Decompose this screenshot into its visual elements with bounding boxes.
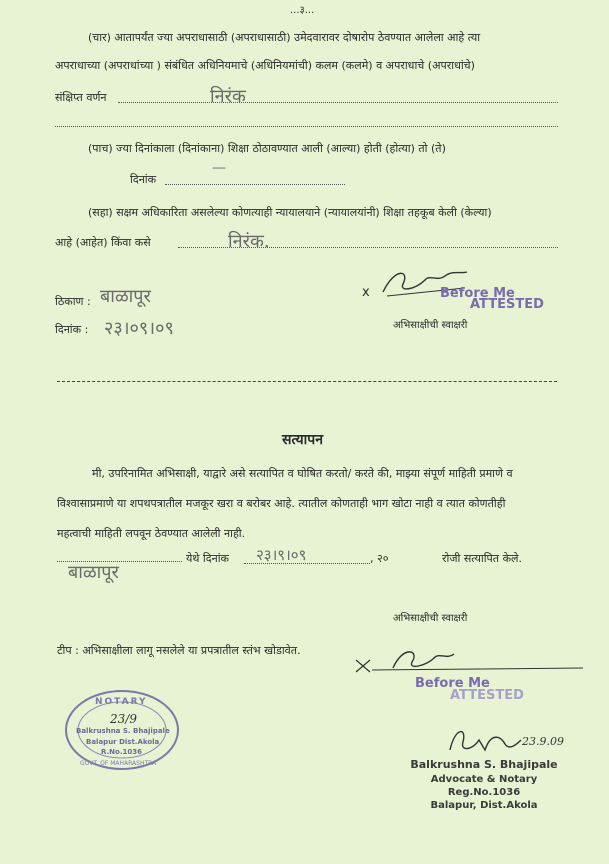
seal-place: Balapur Dist.Akola: [86, 738, 160, 746]
verification-para1: मी, उपरिनामित अभिसाक्षी, याद्वारे असे सत्यापित व घोषित करतो/ करते की, माझ्या संपूर्ण माहिती प्रमाणे व: [92, 467, 513, 480]
stamp-attested-2: ATTESTED: [450, 688, 524, 703]
deponent-mark: x: [362, 285, 370, 300]
verification-place-hand: बाळापूर: [68, 562, 119, 583]
stamp-attested: ATTESTED: [470, 297, 544, 312]
section4-fill-line: [118, 102, 558, 103]
verification-year: , २०: [370, 552, 389, 565]
date-value: २३।०९।०९: [104, 318, 174, 339]
seal-reg: R.No.1036: [101, 748, 142, 756]
notary-place: Balapur, Dist.Akola: [430, 800, 538, 811]
section6-line2-label: आहे (आहेत) किंवा कसे: [55, 236, 151, 249]
section5-line1: (पाच) ज्या दिनांकाला (दिनांकाना) शिक्षा ठोठावण्यात आली (आल्या) होती (होत्या) तो (ते): [88, 142, 446, 155]
section-divider: [57, 381, 557, 382]
place-label: ठिकाण :: [55, 295, 91, 308]
notary-sig-date: 23.9.09: [522, 735, 564, 748]
seal-name: Balkrushna S. Bhajipale: [76, 727, 170, 735]
verification-date-hand: २३।९।०९: [256, 546, 307, 564]
seal-initials: 23/9: [110, 712, 137, 726]
deponent-signature-label: अभिसाक्षीची स्वाक्षरी: [393, 320, 468, 331]
notary-reg: Reg.No.1036: [447, 787, 521, 798]
seal-top-text: NOTARY: [95, 697, 148, 707]
section5-date-line: [165, 184, 345, 185]
verification-heading: सत्यापन: [282, 432, 323, 448]
verification-place-suffix: येथे दिनांक: [186, 552, 229, 565]
note-text: टीप : अभिसाक्षीला लागू नसलेले या प्रपत्रातील स्तंभ खोडावेत.: [57, 644, 301, 657]
section4-line3-label: संक्षिप्त वर्णन: [55, 91, 107, 104]
section4-line1: (चार) आतापर्यंत ज्या अपराधासाठी (अपराधासाठी) उमेदवारावर दोषारोप ठेवण्यात आलेला आहे त्या: [88, 31, 481, 44]
deponent-signature-2-icon: [348, 640, 588, 680]
section6-handwritten: निरंक.: [228, 231, 270, 252]
date-label: दिनांक :: [55, 323, 89, 336]
page-number: ...३...: [290, 5, 315, 16]
section4-handwritten: निरंक: [210, 86, 246, 107]
notary-name: Balkrushna S. Bhajipale: [410, 758, 558, 771]
notary-signature-icon: [445, 722, 525, 758]
verification-signature-label: अभिसाक्षीची स्वाक्षरी: [393, 613, 468, 624]
section5-handwritten: —: [212, 160, 226, 176]
section6-line1: (सहा) सक्षम अधिकारिता असलेल्या कोणत्याही न्यायालयाने (न्यायालयांनी) शिक्षा तहकूब केली (केल्या): [88, 206, 492, 219]
section4-fill-line-2: [55, 126, 558, 127]
section4-line2: अपराधाच्या (अपराधांच्या ) संबंधित अधिनियमाचे (अधिनियमांची) कलम (कलमे) व अपराधाचे (अपराधांचे): [55, 59, 475, 72]
section5-date-label: दिनांक: [130, 173, 157, 186]
notary-title: Advocate & Notary: [430, 774, 538, 785]
seal-bottom-text: GOVT. OF MAHARASHTRA: [80, 760, 157, 767]
place-value: बाळापूर: [100, 286, 151, 307]
verification-para2: विश्वासाप्रमाणे या शपथपत्रातील मजकूर खरा व बरोबर आहे. त्यातील कोणताही भाग खोटा नाही व त्यात कोणतीही: [57, 497, 506, 510]
verification-para3: महत्वाची माहिती लपवून ठेवण्यात आलेली नाही.: [57, 527, 246, 540]
stamp-before-me: Before Me: [440, 286, 515, 301]
verification-verified-text: रोजी सत्यापित केले.: [442, 552, 522, 565]
stamp-before-me-2: Before Me: [415, 676, 490, 691]
